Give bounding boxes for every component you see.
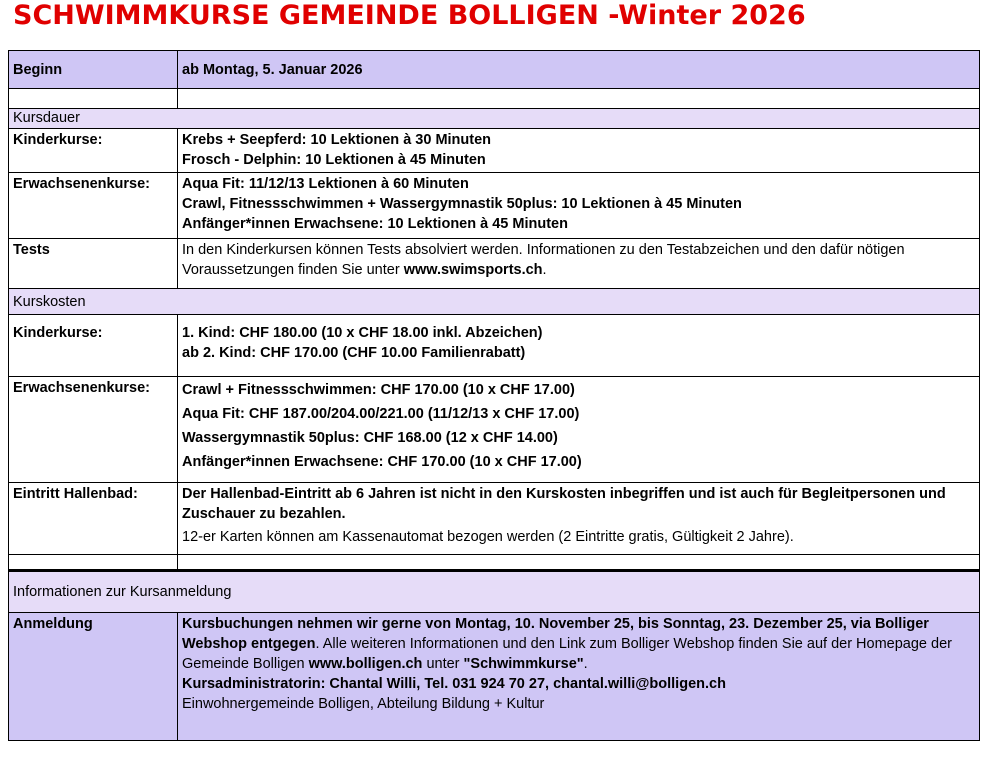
tests-end: . [542,262,547,278]
row-kosten-erwachsene [9,377,980,483]
kinderkurse-costs [178,315,980,377]
kinderkurse-label: Kinderkurse: [9,315,178,377]
cost-line: 1. Kind: CHF 180.00 (10 x CHF 18.00 inkl. Abzeichen) [182,325,543,341]
erwachsenenkurse-label: Erwachsenenkurse: [9,173,178,239]
erwachsenenkurse-costs [178,377,980,483]
eintritt-note: Der Hallenbad-Eintritt ab 6 Jahren ist nicht in den Kurskosten inbegriffen und ist auch für Begleitpersonen und Zuschauer zu bezahlen. [182,486,946,522]
cost-line: Aqua Fit: CHF 187.00/204.00/221.00 (11/12/13 x CHF 17.00) [182,406,580,422]
section-anmeldung [9,571,980,613]
erwachsenenkurse-duration [178,173,980,239]
booking-paragraph [182,614,975,674]
section-kursdauer [9,109,980,129]
beginn-label: Beginn [9,51,178,89]
section-kurskosten [9,289,980,315]
section-heading: Kursdauer [9,109,980,129]
course-info-table [8,50,980,741]
row-kursdauer-erwachsene [9,173,980,239]
section-heading: Informationen zur Kursanmeldung [9,571,980,613]
duration-line: Crawl, Fitnessschwimmen + Wassergymnastik 50plus: 10 Lektionen à 45 Minuten [182,196,742,212]
row-anmeldung [9,613,980,741]
swimsports-link[interactable]: www.swimsports.ch [403,262,543,278]
cost-line: Anfänger*innen Erwachsene: CHF 170.00 (10 x CHF 17.00) [182,454,582,470]
row-kosten-kinder [9,315,980,377]
department-footer: Einwohnergemeinde Bolligen, Abteilung Bildung + Kultur [182,696,545,712]
eintritt-label: Eintritt Hallenbad: [9,483,178,555]
course-admin-contact: Kursadministratorin: Chantal Willi, Tel. 031 924 70 27, chantal.willi@bolligen.ch [182,676,726,692]
cost-line: Crawl + Fitnessschwimmen: CHF 170.00 (10 x CHF 17.00) [182,382,575,398]
bolligen-link[interactable]: www.bolligen.ch [308,656,423,672]
spacer-row [9,89,980,109]
cost-line: ab 2. Kind: CHF 170.00 (CHF 10.00 Familienrabatt) [182,345,526,361]
duration-line: Anfänger*innen Erwachsene: 10 Lektionen à 45 Minuten [182,216,568,232]
eintritt-text [178,483,980,555]
cost-line: Wassergymnastik 50plus: CHF 168.00 (12 x CHF 14.00) [182,430,558,446]
tests-label: Tests [9,239,178,289]
page-title: SCHWIMMKURSE GEMEINDE BOLLIGEN -Winter 2026 [13,0,806,31]
schwimmkurse-quote: "Schwimmkurse" [463,656,584,672]
duration-line: Aqua Fit: 11/12/13 Lektionen à 60 Minuten [182,176,469,192]
beginn-value: ab Montag, 5. Januar 2026 [178,51,980,89]
anmeldung-label: Anmeldung [9,613,178,741]
booking-period: Kursbuchungen nehmen wir gerne von Montag, 10. November 25, bis Sonntag, 23. Dezember 25, via Bolliger Webshop entgegen [182,616,929,652]
duration-line: Krebs + Seepferd: 10 Lektionen à 30 Minuten [182,132,492,148]
row-kursdauer-kinder [9,129,980,173]
row-eintritt [9,483,980,555]
spacer-row [9,555,980,571]
erwachsenenkurse-label: Erwachsenenkurse: [9,377,178,483]
kinderkurse-label: Kinderkurse: [9,129,178,173]
duration-line: Frosch - Delphin: 10 Lektionen à 45 Minuten [182,152,486,168]
section-heading: Kurskosten [9,289,980,315]
booking-info: . Alle weiteren Informationen und den Link zum Bolliger Webshop finden Sie auf der Homepage der Gemeinde Bolligen [182,636,952,672]
booking-info-2: unter [422,656,464,672]
tests-text [178,239,980,289]
row-beginn [9,51,980,89]
anmeldung-text [178,613,980,741]
row-tests [9,239,980,289]
kinderkurse-duration [178,129,980,173]
eintritt-card-note: 12-er Karten können am Kassenautomat bezogen werden (2 Eintritte gratis, Gültigkeit 2 Jahre). [182,529,794,545]
booking-info-3: . [583,656,588,672]
tests-description: In den Kinderkursen können Tests absolviert werden. Informationen zu den Testabzeichen und den dafür nötigen Voraussetzungen finden Sie unter [182,242,905,278]
